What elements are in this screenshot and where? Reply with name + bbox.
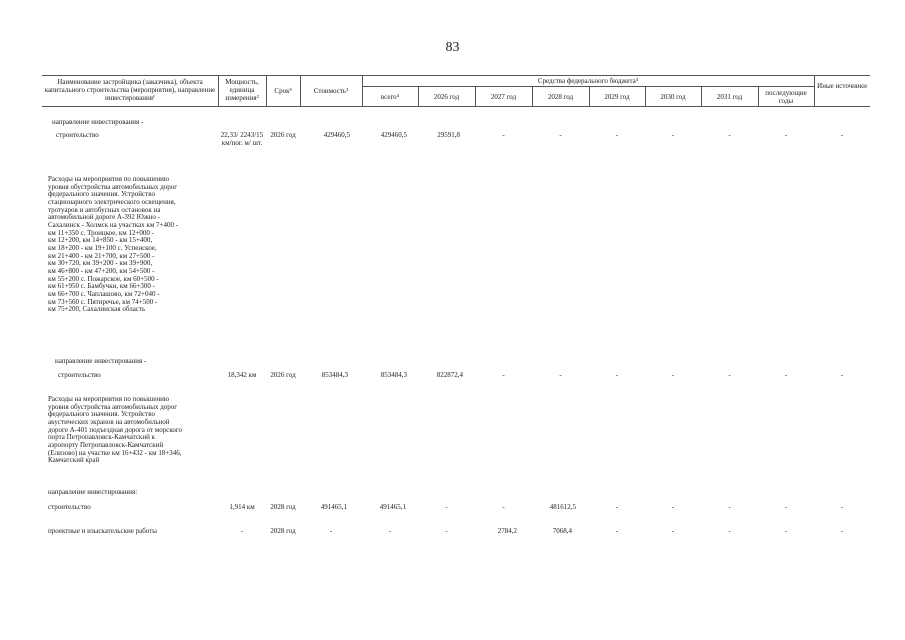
row-other: - (840, 371, 844, 379)
table-row (0, 527, 905, 535)
row-label: проектные и изыскательские работы (48, 527, 157, 535)
row-term: 2028 год (270, 503, 296, 511)
row-y2031: - (728, 371, 731, 379)
row-total: 853484,3 (380, 371, 407, 379)
row-y2029: - (615, 131, 619, 139)
row-cost: 429460,5 (323, 131, 350, 139)
object-description: Расходы на мероприятия по повышению уровня обустройства автомобильных дорог федерального значения. Устройство акустических экранов на автомобильной дороге А-401 подъездная дорога от морского порта Петропавловск-Камчатский к аэропорту Петропавловск-Камчатский (Елизово) на участке км 16+432 - км 18+346, Камчатский край (48, 395, 183, 465)
row-term: 2026 год (270, 131, 296, 139)
header-bottom-rule (42, 106, 870, 107)
header-y2028: 2028 год (547, 93, 574, 101)
table-row (0, 488, 905, 496)
row-subsequent: - (784, 527, 788, 535)
row-y2030: - (671, 371, 675, 379)
row-label: строительство (48, 503, 91, 511)
header-federal-budget: Средства федерального бюджета⁴ (537, 77, 639, 85)
row-total: 429460,5 (380, 131, 407, 139)
table-row (0, 371, 905, 379)
header-sub-rule (362, 86, 814, 87)
header-subsequent: последующие годы (765, 89, 807, 105)
row-y2028: 481612,5 (549, 503, 576, 511)
page-number: 83 (445, 40, 460, 55)
row-y2026: - (445, 503, 448, 511)
header-y2031: 2031 год (716, 93, 743, 101)
table-row (0, 118, 905, 126)
row-y2027: - (502, 371, 505, 379)
row-subsequent: - (784, 503, 788, 511)
row-y2028: - (559, 131, 562, 139)
row-capacity: 1,914 км (229, 503, 255, 511)
row-y2030: - (671, 503, 675, 511)
header-other: Иные источники (817, 82, 867, 90)
header-capacity-col: Мощность, единица измерения² (225, 78, 259, 102)
row-y2026: - (445, 527, 448, 535)
header-cost-col: Стоимость³ (313, 87, 349, 95)
row-label: направление инвестирования: (48, 488, 138, 496)
table-row (0, 503, 905, 511)
row-label: направление инвестирования - (55, 357, 147, 365)
row-subsequent: - (784, 131, 788, 139)
header-y2026: 2026 год (433, 93, 460, 101)
row-total: - (388, 527, 392, 535)
row-y2029: - (615, 527, 619, 535)
table-row (0, 131, 905, 148)
header-y2027: 2027 год (490, 93, 517, 101)
row-y2031: - (728, 503, 731, 511)
row-term: 2028 год (270, 527, 296, 535)
row-capacity: 18,342 км (227, 371, 257, 379)
row-total: 491465,1 (379, 503, 406, 511)
row-y2026: 29591,8 (437, 131, 460, 139)
row-y2027: 2784,2 (497, 527, 517, 535)
row-y2030: - (671, 527, 675, 535)
row-label: направление инвестирования - (52, 118, 144, 126)
row-y2026: 822872,4 (436, 371, 463, 379)
header-term-col: Срок³ (274, 87, 292, 95)
row-capacity: 22,33/ 2243/15 км/пог. м/ шт. (220, 131, 264, 148)
header-top-rule (42, 75, 870, 76)
row-y2030: - (671, 131, 675, 139)
row-cost: - (329, 527, 333, 535)
header-total: всего⁴ (380, 93, 400, 101)
row-capacity: - (240, 527, 244, 535)
table-row (0, 357, 905, 365)
row-other: - (840, 131, 844, 139)
row-other: - (840, 527, 844, 535)
row-y2029: - (615, 503, 619, 511)
row-cost: 853484,3 (321, 371, 348, 379)
row-y2029: - (615, 371, 619, 379)
row-label: строительство (56, 131, 99, 139)
header-y2030: 2030 год (660, 93, 686, 101)
header-name-col: Наименование застройщика (заказчика), объекта капитального строительства (мероприятия), направление инвестирования¹ (44, 78, 216, 102)
row-y2027: - (502, 131, 505, 139)
header-y2029: 2029 год (604, 93, 630, 101)
row-cost: 491465,1 (320, 503, 347, 511)
row-y2028: - (559, 371, 562, 379)
row-other: - (840, 503, 844, 511)
object-description: Расходы на мероприятия по повышению уровня обустройства автомобильных дорог федерального значения. Устройство стационарного электрического освещения, тротуаров и автобусных остановок на автомобильной дороге А-392 Южно - Сахалинск - Холмск на участках км 7+400 - км 11+350 с. Троицкое, км 12+000 - км 12+200, км 14+850 - км 15+400, км 18+200 - км 19+100 с. Успенское, км 21+400 - км 21+700, км 27+500 - км 30+720, км 39+200 - км 39+900, км 46+800 - км 47+200, км 54+500 - км 55+200 с. Пожарское, км 60+500 - км 61+950 с. Бамбучки, км 66+300 - км 66+700 с. Чаплашово, км 72+040 - км 73+560 с. Пятиречье, км 74+500 - км 75+200, Сахалинская область (48, 175, 179, 314)
header-col-rule (814, 75, 815, 106)
row-y2028: 7068,4 (552, 527, 572, 535)
row-y2031: - (728, 527, 731, 535)
row-y2027: - (502, 503, 505, 511)
row-label: строительство (58, 371, 101, 379)
row-y2031: - (728, 131, 731, 139)
row-subsequent: - (784, 371, 788, 379)
row-term: 2026 год (270, 371, 296, 379)
